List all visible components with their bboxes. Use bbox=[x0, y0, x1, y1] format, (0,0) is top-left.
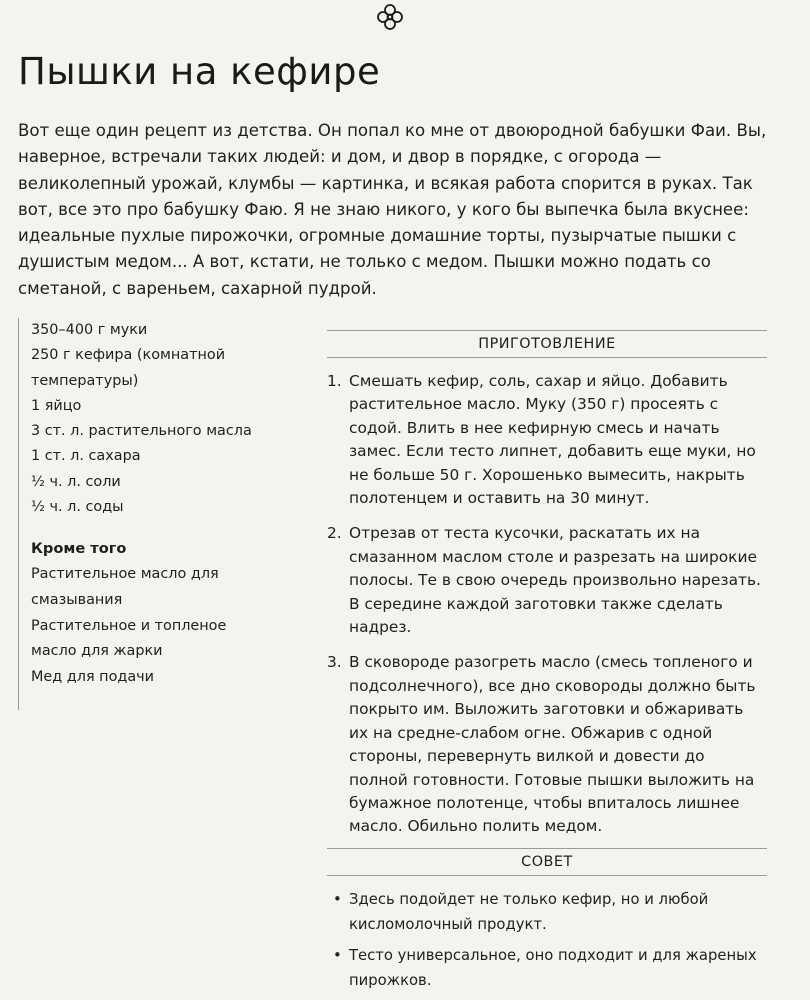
ingredient-item: 3 ст. л. растительного масла bbox=[31, 423, 252, 440]
flower-ornament-icon bbox=[375, 2, 405, 32]
step-number: 3. bbox=[327, 653, 342, 672]
step-text: Смешать кефир, соль, сахар и яйцо. Добавить растительное масло. Муку (350 г) просеять с содой. Влить в нее кефирную смесь и начать замес. Если тесто липнет, добавить еще муки, но не больше 50 г. Хорошенько вымесить, накрыть полотенцем и оставить на 30 минут. bbox=[349, 372, 756, 508]
ingredient-item: ½ ч. л. соли bbox=[31, 473, 121, 490]
preparation-heading: ПРИГОТОВЛЕНИЕ bbox=[327, 330, 767, 358]
advice-text: Тесто универсальное, оно подходит и для жареных пирожков. bbox=[349, 947, 757, 989]
step-number: 1. bbox=[327, 372, 342, 390]
extra-item: Мед для подачи bbox=[31, 668, 155, 685]
extra-heading: Кроме того bbox=[31, 540, 127, 558]
ingredient-item: 1 ст. л. сахара bbox=[31, 448, 141, 465]
step-item bbox=[327, 651, 767, 838]
ingredient-item: 350–400 г муки bbox=[31, 322, 148, 338]
advice-item bbox=[327, 944, 767, 993]
bullet-icon: • bbox=[333, 947, 342, 964]
ingredients-panel bbox=[18, 318, 301, 710]
step-item bbox=[327, 370, 767, 510]
advice-list bbox=[327, 888, 767, 993]
ingredient-item: ½ ч. л. соды bbox=[31, 499, 124, 516]
step-text: Отрезав от теста кусочки, раскатать их на смазанном маслом столе и разрезать на широкие полосы. Те в свою очередь произвольно нарезать. В середине каждой заготовки также сделать надрез. bbox=[349, 524, 761, 637]
ingredients-list bbox=[31, 318, 301, 520]
advice-heading: СОВЕТ bbox=[327, 848, 767, 876]
ingredient-item: 250 г кефира (комнатной температуры) bbox=[31, 347, 226, 389]
ingredient-item: 1 яйцо bbox=[31, 397, 82, 414]
steps-list bbox=[327, 370, 767, 839]
step-number: 2. bbox=[327, 524, 342, 543]
preparation-section bbox=[327, 330, 767, 851]
advice-section bbox=[327, 848, 767, 1000]
advice-item bbox=[327, 888, 767, 937]
intro-paragraph: Вот еще один рецепт из детства. Он попал ко мне от двоюродной бабушки Фаи. Вы, наверное, встречали таких людей: и дом, и двор в порядке, с огорода — великолепный урожай, клумбы — картинка, и всякая работа спорится в руках. Так вот, все это про бабушку Фаю. Я не знаю никого, у кого бы выпечка была вкуснее: идеальные пухлые пирожочки, огромные домашние торты, пузырчатые пышки с душистым медом... А вот, кстати, не только с медом. Пышки можно подать со сметаной, с вареньем, сахарной пудрой. bbox=[18, 121, 767, 298]
extra-list bbox=[31, 562, 301, 690]
step-item bbox=[327, 522, 767, 639]
bullet-icon: • bbox=[333, 891, 342, 908]
extra-item: Растительное и топленое масло для жарки bbox=[31, 617, 227, 660]
step-text: В сковороде разогреть масло (смесь топленого и подсолнечного), все дно сковороды должно быть покрыто им. Выложить заготовки и обжаривать их на средне-слабом огне. Обжарив с одной стороны, перевернуть вилкой и довести до полной готовности. Готовые пышки выложить на бумажное полотенце, чтобы впиталось лишнее масло. Обильно полить медом. bbox=[349, 653, 756, 836]
extra-item: Растительное масло для смазывания bbox=[31, 566, 219, 608]
recipe-title: Пышки на кефире bbox=[18, 50, 381, 93]
advice-text: Здесь подойдет не только кефир, но и любой кисломолочный продукт. bbox=[349, 891, 709, 933]
